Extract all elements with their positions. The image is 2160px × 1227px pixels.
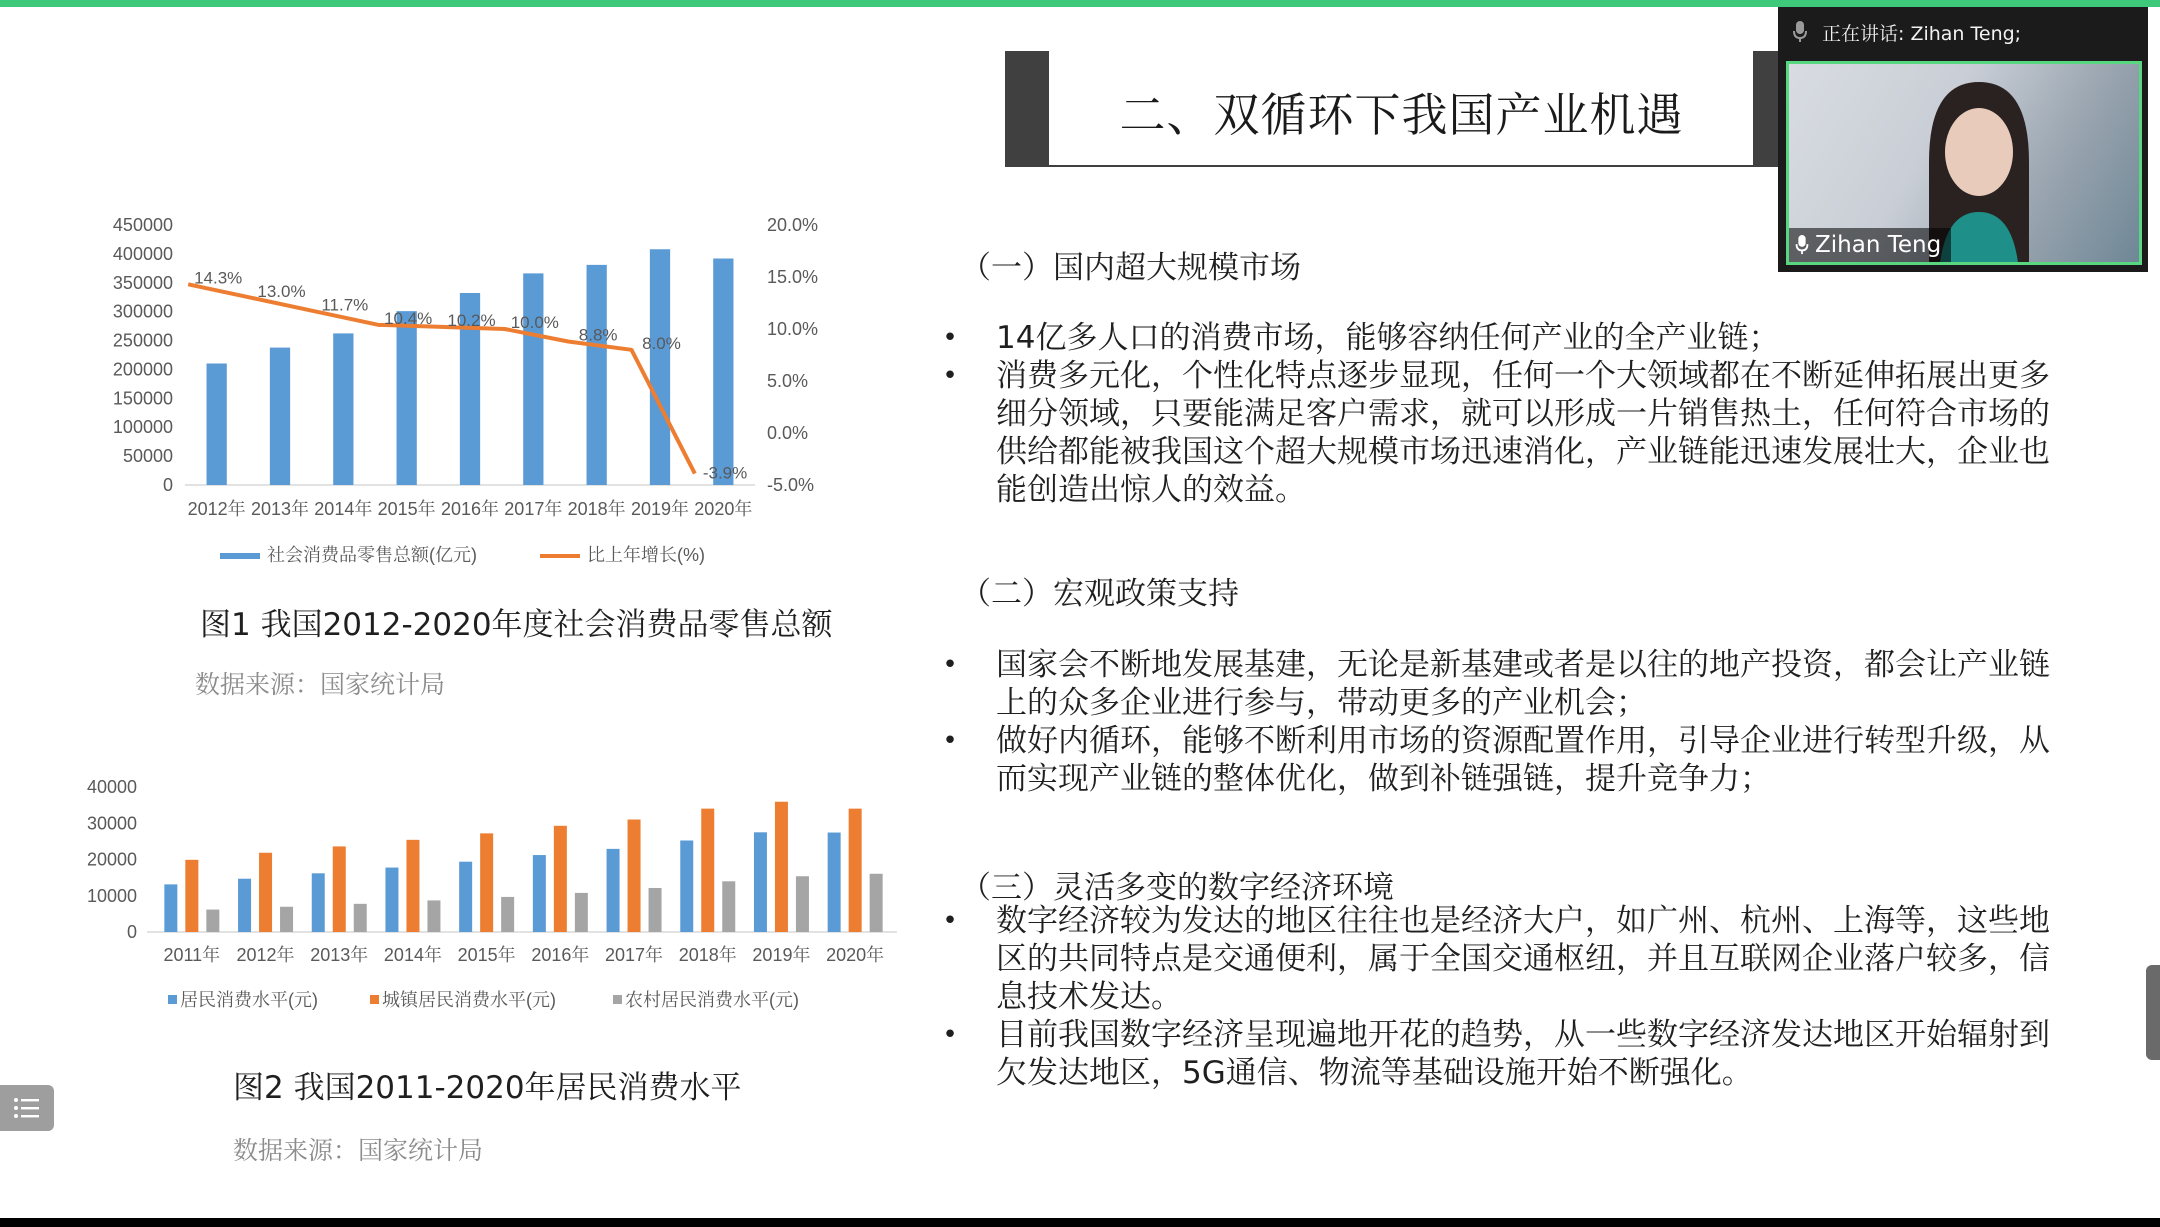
bar <box>333 846 346 932</box>
bar <box>796 876 809 932</box>
bar <box>650 249 670 485</box>
bar <box>722 881 735 932</box>
bar <box>164 884 177 932</box>
y-axis-tick-label: 150000 <box>112 388 173 409</box>
bar <box>754 832 767 932</box>
slide-title: 二、双循环下我国产业机遇 <box>1119 88 1684 142</box>
bullet-text: 国家会不断地发展基建，无论是新基建或者是以往的地产投资，都会让产业链上的众多企业进行参与，带动更多的产业机会； <box>996 647 2050 721</box>
bullet-item <box>940 902 2075 1016</box>
y2-axis-tick-label: 10.0% <box>767 319 819 339</box>
y-axis-tick-label: 450000 <box>112 215 173 235</box>
participant-name-tag <box>1789 228 1951 262</box>
bullet-item <box>940 646 2075 722</box>
consumption-level-chart <box>70 757 910 1027</box>
bar <box>713 259 733 485</box>
bullet-dot: • <box>942 906 958 936</box>
x-axis-tick-label: 2017年 <box>605 945 664 965</box>
x-axis-tick-label: 2016年 <box>531 945 590 965</box>
data-label: 8.8% <box>578 325 618 345</box>
data-label: 10.4% <box>384 308 433 328</box>
y2-axis-tick-label: 15.0% <box>767 267 819 287</box>
bar <box>185 860 198 932</box>
y2-axis-tick-label: -5.0% <box>767 475 815 495</box>
bar <box>238 879 251 932</box>
legend-label: 居民消费水平(元) <box>180 990 318 1010</box>
x-axis-tick-label: 2014年 <box>383 945 442 965</box>
section-1-bullets <box>940 319 2075 509</box>
y-axis-tick-label: 0 <box>162 475 173 495</box>
legend-label: 比上年增长(%) <box>587 545 705 565</box>
data-label: 8.0% <box>642 333 681 353</box>
legend-swatch <box>613 995 622 1004</box>
bullet-text: 数字经济较为发达的地区往往也是经济大户，如广州、杭州、上海等，这些地区的共同特点是交通便利，属于全国交通枢纽，并且互联网企业落户较多，信息技术发达。 <box>996 903 2050 1015</box>
y2-axis-tick-label: 0.0% <box>767 423 809 443</box>
data-label: 11.7% <box>321 295 369 315</box>
bar <box>385 868 398 932</box>
x-axis-tick-label: 2016年 <box>440 499 500 519</box>
section-heading-1: （一）国内超大规模市场 <box>960 250 1301 286</box>
bar <box>701 809 714 932</box>
bullet-dot: • <box>942 361 958 391</box>
side-panel-handle[interactable] <box>2146 965 2160 1060</box>
x-axis-tick-label: 2020年 <box>826 945 885 965</box>
x-axis-tick-label: 2017年 <box>504 499 563 519</box>
bar <box>828 833 841 932</box>
y-axis-tick-label: 350000 <box>112 272 173 293</box>
x-axis-tick-label: 2015年 <box>377 499 436 519</box>
y2-axis-tick-label: 5.0% <box>767 371 809 391</box>
bar <box>354 904 367 932</box>
y2-axis-tick-label: 20.0% <box>767 215 819 235</box>
title-right-bar <box>1753 51 1781 167</box>
data-label: 10.0% <box>510 313 559 332</box>
bar <box>849 809 862 932</box>
bar <box>649 888 662 932</box>
bullet-item <box>940 722 2075 798</box>
window-bottom-border <box>0 1218 2160 1227</box>
legend-label: 社会消费品零售总额(亿元) <box>267 545 477 565</box>
bar <box>280 907 293 932</box>
window-top-border <box>0 0 2160 7</box>
bullet-text: 消费多元化，个性化特点逐步显现，任何一个大领域都在不断延伸拓展出更多细分领域，只要能满足客户需求，就可以形成一片销售热土，任何符合市场的供给都能被我国这个超大规模市场迅速消化，产业链能迅速发展壮大，企业也能创造出惊人的效益。 <box>996 358 2050 508</box>
legend-swatch <box>370 995 379 1004</box>
y-axis-tick-label: 20000 <box>86 849 137 870</box>
figure1-caption: 图1 我国2012-2020年度社会消费品零售总额 <box>200 607 833 643</box>
x-axis-tick-label: 2012年 <box>187 499 246 519</box>
bar <box>533 855 546 932</box>
bar <box>259 853 272 932</box>
video-panel[interactable] <box>1778 7 2148 272</box>
section-3-bullets <box>940 902 2075 1092</box>
data-label: 14.3% <box>194 268 243 288</box>
data-label: 10.2% <box>447 310 496 330</box>
legend-swatch <box>220 553 260 559</box>
x-axis-tick-label: 2014年 <box>314 499 373 519</box>
bullet-text: 做好内循环，能够不断利用市场的资源配置作用，引导企业进行转型升级，从而实现产业链的整体优化，做到补链强链，提升竞争力； <box>996 723 2050 797</box>
bullet-dot: • <box>942 1020 958 1050</box>
bar <box>406 840 419 932</box>
y-axis-tick-label: 300000 <box>112 301 173 322</box>
y-axis-tick-label: 50000 <box>122 446 173 467</box>
y-axis-tick-label: 400000 <box>112 243 173 264</box>
bar <box>459 862 472 932</box>
bar <box>270 348 290 485</box>
bar <box>575 893 588 932</box>
section-heading-2: （二）宏观政策支持 <box>960 576 1239 612</box>
list-menu-icon <box>13 1097 41 1119</box>
x-axis-tick-label: 2018年 <box>678 945 737 965</box>
bullet-item <box>940 319 2075 357</box>
bar <box>680 840 693 932</box>
bar <box>397 311 417 485</box>
y-axis-tick-label: 250000 <box>112 330 173 351</box>
slide-menu-button[interactable] <box>0 1085 54 1131</box>
y-axis-tick-label: 30000 <box>86 813 137 834</box>
slide-title-box <box>1005 51 1775 175</box>
bullet-dot: • <box>942 650 958 680</box>
microphone-icon <box>1795 235 1809 255</box>
y-axis-tick-label: 10000 <box>86 885 137 906</box>
bar <box>523 273 543 485</box>
bullet-item <box>940 1016 2075 1092</box>
bar <box>207 363 227 485</box>
participant-name: Zihan Teng <box>1815 232 1942 258</box>
retail-sales-chart <box>95 197 855 577</box>
bar <box>480 833 493 932</box>
bar <box>312 873 325 932</box>
bar <box>501 897 514 932</box>
x-axis-tick-label: 2019年 <box>752 945 811 965</box>
title-left-bar <box>1005 51 1049 167</box>
bullet-item <box>940 357 2075 509</box>
section-2-bullets <box>940 646 2075 798</box>
title-underline <box>1049 165 1754 167</box>
bullet-dot: • <box>942 323 958 353</box>
figure2-caption: 图2 我国2011-2020年居民消费水平 <box>233 1070 742 1106</box>
x-axis-tick-label: 2018年 <box>567 499 626 519</box>
x-axis-tick-label: 2019年 <box>630 499 690 519</box>
x-axis-tick-label: 2012年 <box>236 945 295 965</box>
bar <box>607 849 620 932</box>
bar <box>427 900 440 932</box>
bar <box>333 333 353 485</box>
active-speaker-label: 正在讲话: Zihan Teng; <box>1822 22 2022 45</box>
x-axis-tick-label: 2015年 <box>457 945 516 965</box>
microphone-icon <box>1778 7 1822 57</box>
bar <box>775 802 788 932</box>
participant-video[interactable] <box>1786 61 2142 265</box>
active-speaker-bar <box>1778 7 2148 57</box>
x-axis-tick-label: 2020年 <box>694 499 753 519</box>
legend-label: 城镇居民消费水平(元) <box>382 990 556 1010</box>
bullet-text: 目前我国数字经济呈现遍地开花的趋势，从一些数字经济发达地区开始辐射到欠发达地区，5G通信、物流等基础设施开始不断强化。 <box>996 1017 2050 1091</box>
x-axis-tick-label: 2011年 <box>163 945 221 965</box>
bar <box>206 910 219 932</box>
bullet-dot: • <box>942 726 958 756</box>
bar <box>587 265 607 485</box>
series-line <box>188 281 695 473</box>
y-axis-tick-label: 100000 <box>112 417 173 438</box>
figure1-source: 数据来源：国家统计局 <box>195 670 446 699</box>
y-axis-tick-label: 0 <box>126 922 137 942</box>
data-label: 13.0% <box>257 281 306 301</box>
legend-swatch <box>168 995 177 1004</box>
section-heading-3: （三）灵活多变的数字经济环境 <box>960 870 1394 906</box>
data-label: -3.9% <box>702 463 748 483</box>
bullet-text: 14亿多人口的消费市场，能够容纳任何产业的全产业链； <box>996 320 1780 356</box>
figure2-source: 数据来源：国家统计局 <box>233 1136 484 1165</box>
x-axis-tick-label: 2013年 <box>250 499 310 519</box>
legend-label: 农村居民消费水平(元) <box>625 990 799 1010</box>
y-axis-tick-label: 200000 <box>112 359 173 380</box>
x-axis-tick-label: 2013年 <box>310 945 369 965</box>
bar <box>628 820 641 932</box>
y-axis-tick-label: 40000 <box>86 777 137 797</box>
bar <box>870 874 883 932</box>
bar <box>554 826 567 932</box>
